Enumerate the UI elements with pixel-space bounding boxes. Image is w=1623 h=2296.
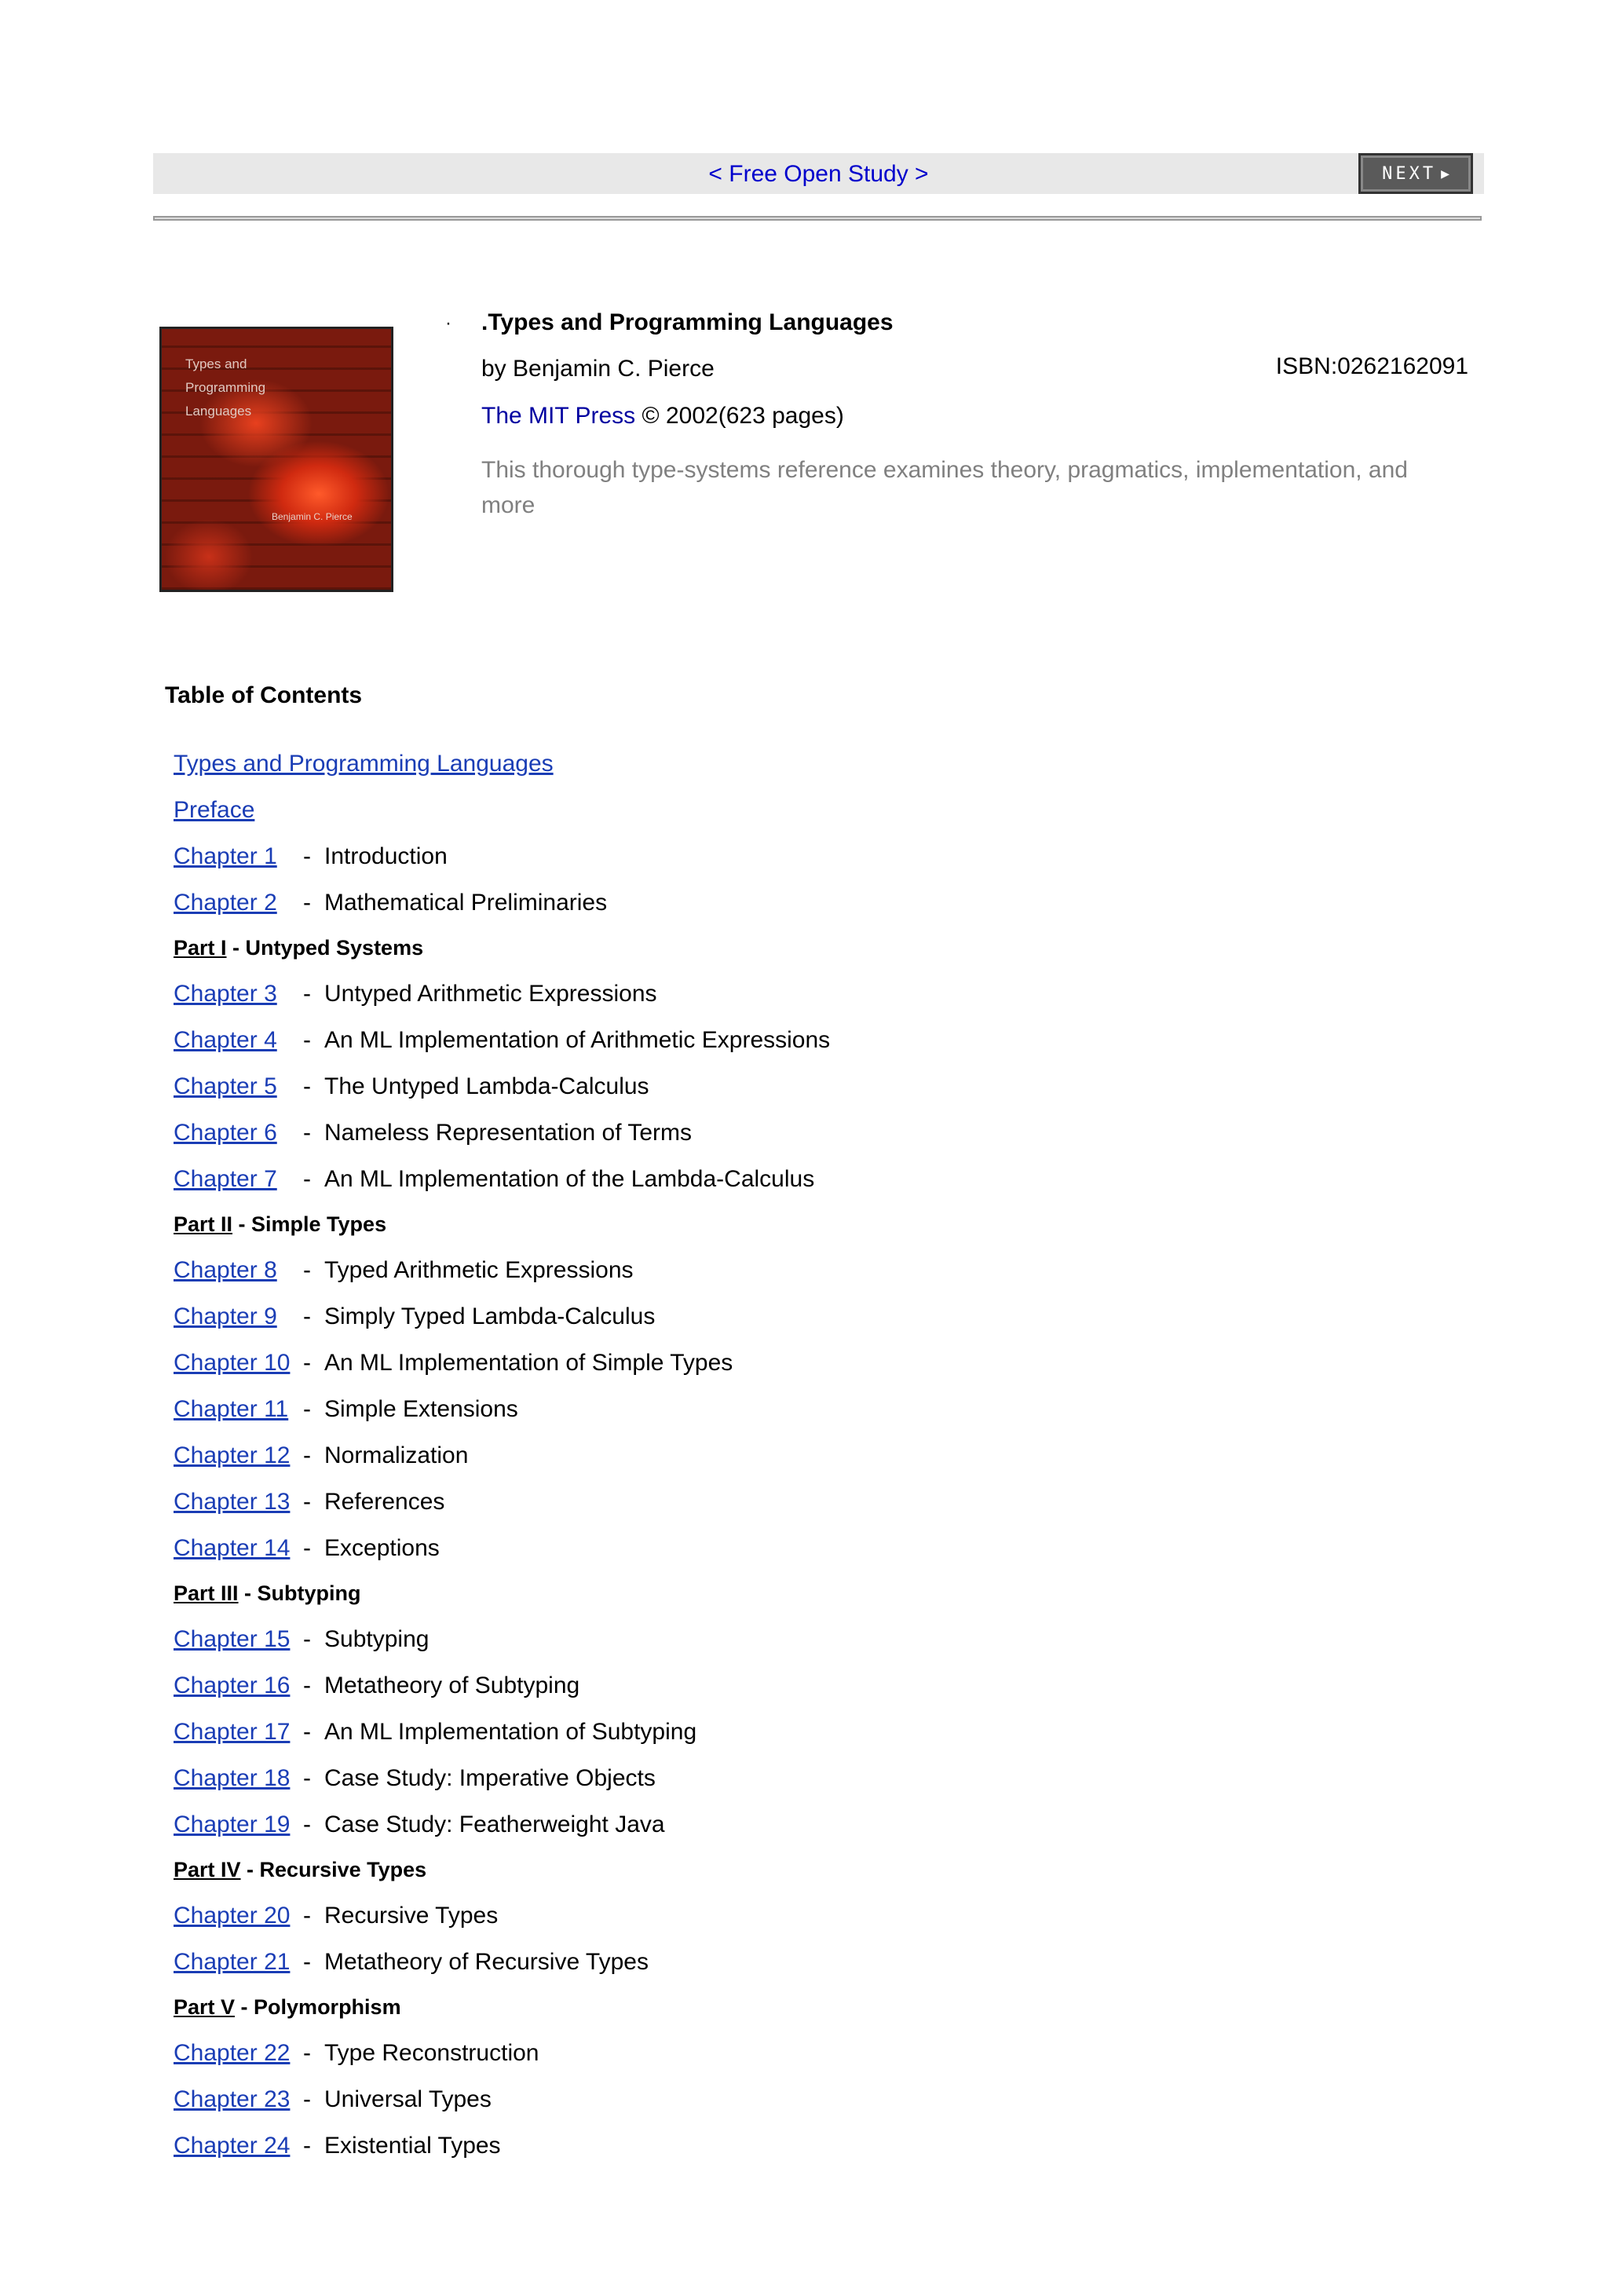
- part-title: - Polymorphism: [235, 1995, 401, 2019]
- book-title: .Types and Programming Languages: [481, 309, 894, 335]
- chapter-title: Mathematical Preliminaries: [324, 890, 608, 916]
- publisher-line: [481, 403, 844, 430]
- chapter-title: References: [324, 1489, 445, 1515]
- toc-row: [174, 797, 254, 824]
- toc-separator: -: [303, 1073, 311, 1099]
- toc-separator: -: [303, 1120, 311, 1146]
- chapter-link[interactable]: Chapter 5: [174, 1073, 277, 1099]
- chapter-title: Type Reconstruction: [324, 2040, 539, 2066]
- toc-link[interactable]: Types and Programming Languages: [174, 751, 554, 777]
- toc-row: [174, 1120, 692, 1146]
- part-link[interactable]: Part V: [174, 1995, 236, 2019]
- toc-row: [174, 2133, 501, 2159]
- toc-separator: -: [303, 1442, 311, 1468]
- chapter-title: Untyped Arithmetic Expressions: [324, 981, 657, 1007]
- part-title: - Subtyping: [238, 1581, 361, 1605]
- chapter-link[interactable]: Chapter 17: [174, 1719, 291, 1745]
- chapter-link[interactable]: Chapter 21: [174, 1949, 291, 1975]
- toc-row: [174, 1626, 430, 1653]
- chapter-title: Recursive Types: [324, 1903, 499, 1929]
- toc-row: [174, 1073, 649, 1100]
- toc-row: [174, 1535, 440, 1562]
- chapter-link[interactable]: Chapter 9: [174, 1303, 277, 1329]
- cover-title: Types and Programming Languages: [185, 356, 266, 419]
- toc-row: [174, 2040, 539, 2067]
- toc-separator: -: [303, 1812, 311, 1837]
- chapter-title: Nameless Representation of Terms: [324, 1120, 692, 1146]
- toc-separator: -: [303, 1949, 311, 1975]
- chapter-title: An ML Implementation of Arithmetic Expressions: [324, 1027, 831, 1053]
- toc-heading: Table of Contents: [165, 682, 363, 708]
- toc-separator: -: [303, 1903, 311, 1929]
- chapter-title: Metatheory of Subtyping: [324, 1673, 580, 1698]
- book-description: This thorough type-systems reference examines theory, pragmatics, implementation, and more: [481, 457, 1408, 518]
- toc-row: [174, 1903, 499, 1929]
- chapter-title: Simply Typed Lambda-Calculus: [324, 1303, 656, 1329]
- free-open-study-link[interactable]: < Free Open Study >: [708, 161, 929, 187]
- chapter-link[interactable]: Chapter 14: [174, 1535, 291, 1561]
- part-link[interactable]: Part IV: [174, 1858, 241, 1881]
- toc-row: [174, 1673, 580, 1699]
- toc-separator: -: [303, 1257, 311, 1283]
- toc-separator: -: [303, 1166, 311, 1192]
- chapter-title: Normalization: [324, 1442, 469, 1468]
- toc-row: [174, 1350, 733, 1377]
- toc-row: [174, 1812, 665, 1838]
- toc-separator: -: [303, 1303, 311, 1329]
- chapter-link[interactable]: Chapter 23: [174, 2086, 291, 2112]
- copyright: © 2002: [642, 403, 718, 429]
- chapter-title: The Untyped Lambda-Calculus: [324, 1073, 649, 1099]
- chapter-title: Case Study: Featherweight Java: [324, 1812, 665, 1837]
- chapter-link[interactable]: Chapter 19: [174, 1812, 291, 1837]
- toc-separator: -: [303, 1765, 311, 1791]
- bullet-dot: ·: [445, 313, 451, 334]
- part-link[interactable]: Part I: [174, 936, 227, 960]
- toc-separator: -: [303, 1626, 311, 1652]
- toc-row: [174, 981, 657, 1007]
- book-cover-image: [159, 327, 393, 592]
- toc-separator: -: [303, 843, 311, 869]
- chapter-title: Existential Types: [324, 2133, 501, 2159]
- horizontal-divider: [153, 216, 1482, 221]
- toc-row: [174, 1303, 656, 1330]
- toc-row: [174, 843, 448, 870]
- toc-link[interactable]: Preface: [174, 797, 255, 823]
- chapter-link[interactable]: Chapter 8: [174, 1257, 277, 1283]
- part-link[interactable]: Part III: [174, 1581, 239, 1605]
- toc-separator: -: [303, 2133, 311, 2159]
- toc-part-row: [174, 1581, 361, 1606]
- chapter-title: Exceptions: [324, 1535, 440, 1561]
- chapter-link[interactable]: Chapter 24: [174, 2133, 291, 2159]
- chapter-link[interactable]: Chapter 1: [174, 843, 277, 869]
- toc-part-row: [174, 1858, 426, 1882]
- chapter-link[interactable]: Chapter 20: [174, 1903, 291, 1929]
- page-count: (623 pages): [718, 403, 844, 429]
- toc-part-row: [174, 1212, 386, 1237]
- toc-separator: -: [303, 1719, 311, 1745]
- toc-row: [174, 1027, 831, 1054]
- top-navigation-bar: [153, 153, 1484, 194]
- toc-row: [174, 2086, 492, 2113]
- toc-row: [174, 1257, 634, 1284]
- chapter-title: Introduction: [324, 843, 448, 869]
- chapter-title: Universal Types: [324, 2086, 492, 2112]
- chapter-link[interactable]: Chapter 2: [174, 890, 277, 916]
- toc-row: [174, 1166, 815, 1193]
- chapter-title: An ML Implementation of the Lambda-Calculus: [324, 1166, 815, 1192]
- toc-row: [174, 751, 554, 777]
- cover-author: Benjamin C. Pierce: [272, 511, 353, 522]
- toc-row: [174, 1442, 469, 1469]
- toc-separator: -: [303, 890, 311, 916]
- chapter-link[interactable]: Chapter 11: [174, 1396, 289, 1422]
- chapter-title: Simple Extensions: [324, 1396, 518, 1422]
- toc-separator: -: [303, 1350, 311, 1376]
- chapter-link[interactable]: Chapter 15: [174, 1626, 291, 1652]
- toc-separator: -: [303, 2086, 311, 2112]
- chapter-link[interactable]: Chapter 12: [174, 1442, 291, 1468]
- arrow-right-icon: ▶: [1441, 165, 1449, 182]
- chapter-title: Typed Arithmetic Expressions: [324, 1257, 634, 1283]
- chapter-link[interactable]: Chapter 4: [174, 1027, 277, 1053]
- toc-separator: -: [303, 1673, 311, 1698]
- toc-row: [174, 1396, 518, 1423]
- chapter-title: An ML Implementation of Simple Types: [324, 1350, 733, 1376]
- book-isbn: ISBN:0262162091: [1275, 353, 1468, 379]
- toc-separator: -: [303, 2040, 311, 2066]
- chapter-link[interactable]: Chapter 22: [174, 2040, 291, 2066]
- chapter-title: Case Study: Imperative Objects: [324, 1765, 656, 1791]
- toc-separator: -: [303, 1027, 311, 1053]
- toc-row: [174, 1719, 697, 1746]
- chapter-link[interactable]: Chapter 3: [174, 981, 277, 1007]
- toc-separator: -: [303, 1535, 311, 1561]
- chapter-title: Subtyping: [324, 1626, 430, 1652]
- part-title: - Simple Types: [232, 1212, 387, 1236]
- next-button[interactable]: [1358, 153, 1473, 194]
- toc-row: [174, 1489, 445, 1515]
- publisher-name: The MIT Press: [481, 403, 636, 429]
- chapter-link[interactable]: Chapter 6: [174, 1120, 277, 1146]
- next-button-label: NEXT: [1382, 163, 1437, 184]
- toc-separator: -: [303, 981, 311, 1007]
- chapter-link[interactable]: Chapter 7: [174, 1166, 277, 1192]
- chapter-link[interactable]: Chapter 18: [174, 1765, 291, 1791]
- chapter-title: Metatheory of Recursive Types: [324, 1949, 649, 1975]
- toc-separator: -: [303, 1396, 311, 1422]
- toc-part-row: [174, 1995, 401, 2020]
- chapter-link[interactable]: Chapter 10: [174, 1350, 291, 1376]
- toc-part-row: [174, 936, 423, 960]
- book-author: by Benjamin C. Pierce: [481, 356, 715, 382]
- toc-row: [174, 890, 608, 916]
- toc-separator: -: [303, 1489, 311, 1515]
- part-link[interactable]: Part II: [174, 1212, 233, 1236]
- chapter-link[interactable]: Chapter 16: [174, 1673, 291, 1698]
- toc-row: [174, 1949, 649, 1976]
- part-title: - Untyped Systems: [226, 936, 424, 960]
- chapter-link[interactable]: Chapter 13: [174, 1489, 291, 1515]
- part-title: - Recursive Types: [240, 1858, 427, 1881]
- toc-row: [174, 1765, 656, 1792]
- chapter-title: An ML Implementation of Subtyping: [324, 1719, 697, 1745]
